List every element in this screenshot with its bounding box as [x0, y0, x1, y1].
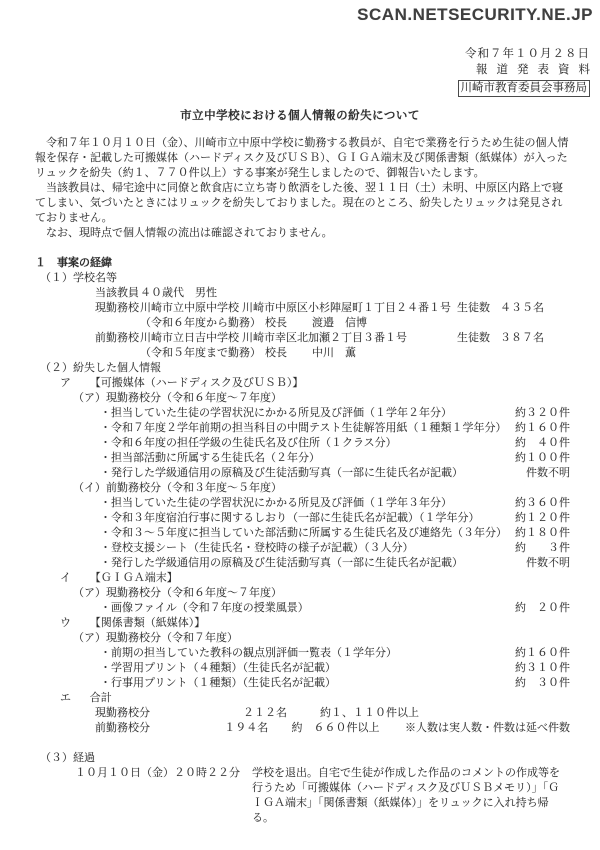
previous-school-detail-row: [35, 346, 570, 361]
current-school-period: （令和６年度から勤務）: [140, 317, 261, 329]
lost-item-row: [35, 421, 570, 436]
subsection3-heading: （３）経過: [40, 752, 95, 764]
intro-paragraph-3: なお、現時点で個人情報の流出は確認されておりません。: [35, 227, 333, 239]
current-school-principal-label: 校長: [265, 317, 287, 329]
lost-item-text: ・発行した学級通信用の原稿及び生徒活動写真（一部に生徒氏名が記載）: [100, 467, 463, 479]
lost-item-text: ・発行した学級通信用の原稿及び生徒活動写真（一部に生徒氏名が記載）: [100, 557, 463, 569]
group-a-heading: [35, 376, 570, 391]
timeline-entry: [35, 766, 570, 826]
timeline-text: 学校を退出。自宅で生徒が作成した作品のコメントの作成等を行うため「可搬媒体（ハードディスク及びＵＳＢメモリ）」「ＧＩＧＡ端末」「関係書類（紙媒体）」をリュックに入れ持ち帰る。: [252, 767, 560, 824]
total-previous-count: 約 ６６０件以上: [291, 722, 380, 734]
current-school-students: ４３５名: [500, 302, 544, 314]
lost-item-row: [35, 526, 570, 541]
lost-item-row: [35, 496, 570, 511]
total-previous-people: １９４名: [224, 722, 269, 734]
lost-item-row: [35, 541, 570, 556]
lost-item-text: ・行事用プリント（１種類）（生徒氏名が記載）: [100, 677, 337, 689]
teacher-label: 当該教員: [95, 287, 139, 299]
lost-item-row: [35, 556, 570, 571]
previous-school-period: （令和５年度まで勤務）: [140, 347, 261, 359]
lost-item-row: [35, 661, 570, 676]
previous-school-principal-label: 校長: [265, 347, 287, 359]
previous-school-students: ３８７名: [500, 332, 544, 344]
issuer-box: 川崎市教育委員会事務局: [458, 80, 591, 97]
header-block: [0, 46, 600, 97]
lost-item-count: 約１６０件: [515, 647, 570, 659]
lost-item-count: 約１６０件: [515, 422, 570, 434]
previous-school-principal: 中川 薫: [312, 347, 356, 359]
group-b-heading: [35, 571, 570, 586]
total-current-count: 約１、１１０件以上: [320, 707, 419, 719]
lost-item-text: ・令和６年度の担任学級の生徒氏名及び住所（１クラス分）: [100, 437, 397, 449]
total-current-label: 現勤務校分: [95, 707, 150, 719]
previous-school-students-label: 生徒数: [457, 332, 490, 344]
lost-item-text: ・前期の担当していた教科の観点別評価一覧表（１学年分）: [100, 647, 397, 659]
lost-item-row: [35, 406, 570, 421]
lost-item-text: ・担当していた生徒の学習状況にかかる所見及び評価（１学年３年分）: [100, 497, 452, 509]
lost-item-count: 約 ４０件: [515, 437, 570, 449]
lost-item-text: ・学習用プリント（４種類）（生徒氏名が記載）: [100, 662, 337, 674]
total-heading: [35, 691, 570, 706]
current-school-row: [35, 301, 570, 316]
current-school-principal: 渡邉 信博: [312, 317, 367, 329]
lost-item-text: ・令和３～５年度に担当していた部活動に所属する生徒氏名及び連絡先（３年分）: [100, 527, 507, 539]
section1-heading: １ 事案の経緯: [35, 257, 112, 269]
current-school-label: 現勤務校: [95, 302, 139, 314]
lost-item-count: 件数不明: [526, 557, 570, 569]
document-body: [0, 136, 600, 826]
total-row-previous: [35, 721, 570, 736]
total-current-people: ２１２名: [243, 707, 287, 719]
lost-item-count: 約１００件: [515, 452, 570, 464]
group-a-title: 【可搬媒体（ハードディスク及びＵＳＢ）】: [89, 377, 304, 389]
lost-item-row: [35, 451, 570, 466]
previous-school-label: 前勤務校: [95, 332, 139, 344]
group-a-kana: ア: [60, 377, 71, 389]
lost-item-row: [35, 511, 570, 526]
page-title: 市立中学校における個人情報の紛失について: [180, 110, 420, 122]
lost-item-row: [35, 436, 570, 451]
timeline-time: １０月１０日（金）２０時２２分: [75, 767, 240, 779]
group-c-kana: ウ: [60, 617, 71, 629]
current-school-address: 川崎市中原区小杉陣屋町１丁目２４番１号: [242, 302, 451, 314]
total-row-current: [35, 706, 570, 721]
lost-item-text: ・令和７年度２学年前期の担当科目の中間テスト生徒解答用紙（１種類１学年分）: [100, 422, 507, 434]
doc-type-label: 報道発表資料: [476, 64, 599, 76]
issuer-line: [0, 79, 590, 97]
group-c-title: 【関係書類（紙媒体）】: [89, 617, 206, 629]
lost-item-count: 件数不明: [526, 467, 570, 479]
lost-item-count: 約１２０件: [515, 512, 570, 524]
subsection2-heading: （２）紛失した個人情報: [40, 362, 161, 374]
subsection1-heading: （１）学校名等: [40, 272, 117, 284]
total-note: ※人数は実人数・件数は延べ件数: [404, 722, 570, 734]
lost-item-row: [35, 466, 570, 481]
lost-item-count: 約３２０件: [515, 407, 570, 419]
total-previous-label: 前勤務校分: [95, 722, 150, 734]
lost-item-count: 約３１０件: [515, 662, 570, 674]
subgroup-b1-label: （ア）現勤務校分（令和６年度～７年度）: [73, 587, 282, 599]
previous-school-name: 川崎市立日吉中学校: [140, 332, 239, 344]
lost-item-text: ・画像ファイル（令和７年度の授業風景）: [100, 602, 309, 614]
lost-item-text: ・登校支援シート（生徒氏名・登校時の様子が記載）（３人分）: [100, 542, 414, 554]
previous-school-address: 川崎市幸区北加瀬２丁目３番１号: [242, 332, 407, 344]
lost-item-count: 約３６０件: [515, 497, 570, 509]
current-school-students-label: 生徒数: [457, 302, 490, 314]
subgroup-a1-label: （ア）現勤務校分（令和６年度～７年度）: [73, 392, 282, 404]
lost-item-row: [35, 646, 570, 661]
subgroup-c1-label: （ア）現勤務校分（令和７年度）: [73, 632, 238, 644]
total-kana: エ: [60, 692, 71, 704]
current-school-name: 川崎市立中原中学校: [140, 302, 239, 314]
group-c-heading: [35, 616, 570, 631]
lost-item-row: [35, 676, 570, 691]
lost-item-text: ・担当部活動に所属する生徒氏名（２年分）: [100, 452, 320, 464]
lost-item-text: ・担当していた生徒の学習状況にかかる所見及び評価（１学年２年分）: [100, 407, 452, 419]
previous-school-row: [35, 331, 570, 346]
lost-item-count: 約 ３０件: [515, 677, 570, 689]
group-b-title: 【ＧＩＧＡ端末】: [89, 572, 178, 584]
intro-paragraph-1: 令和７年１０月１０日（金）、川崎市立中原中学校に勤務する教員が、自宅で業務を行うため生徒の個人情報を保存・記載した可搬媒体（ハードディスク及びＵＳＢ）、ＧＩＧＡ端末及び関係書類（紙媒体）が入ったリュックを紛失（約１、７７０件以上）する事案が発生しましたので、御報告いたします。: [35, 137, 569, 179]
lost-item-count: 約 ２０件: [515, 602, 570, 614]
lost-item-row: [35, 601, 570, 616]
subgroup-a2-label: （イ）前勤務校分（令和３年度～５年度）: [73, 482, 282, 494]
teacher-value: ４０歳代 男性: [140, 287, 217, 299]
lost-item-count: 約１８０件: [515, 527, 570, 539]
total-title: 合計: [89, 692, 112, 704]
teacher-row: [35, 286, 570, 301]
lost-item-text: ・令和３年度宿泊行事に関するしおり（一部に生徒氏名が記載）（１学年分）: [100, 512, 480, 524]
lost-item-count: 約 ３件: [515, 542, 570, 554]
current-school-detail-row: [35, 316, 570, 331]
group-b-kana: イ: [60, 572, 71, 584]
release-date: 令和７年１０月２８日: [465, 48, 590, 60]
intro-paragraph-2: 当該教員は、帰宅途中に同僚と飲食店に立ち寄り飲酒をした後、翌１１日（土）未明、中原区内路上で寝てしまい、気づいたときにはリュックを紛失しておりました。現在のところ、紛失したリュックは発見されておりません。: [35, 182, 563, 224]
watermark-text: SCAN.NETSECURITY.NE.JP: [357, 5, 593, 24]
